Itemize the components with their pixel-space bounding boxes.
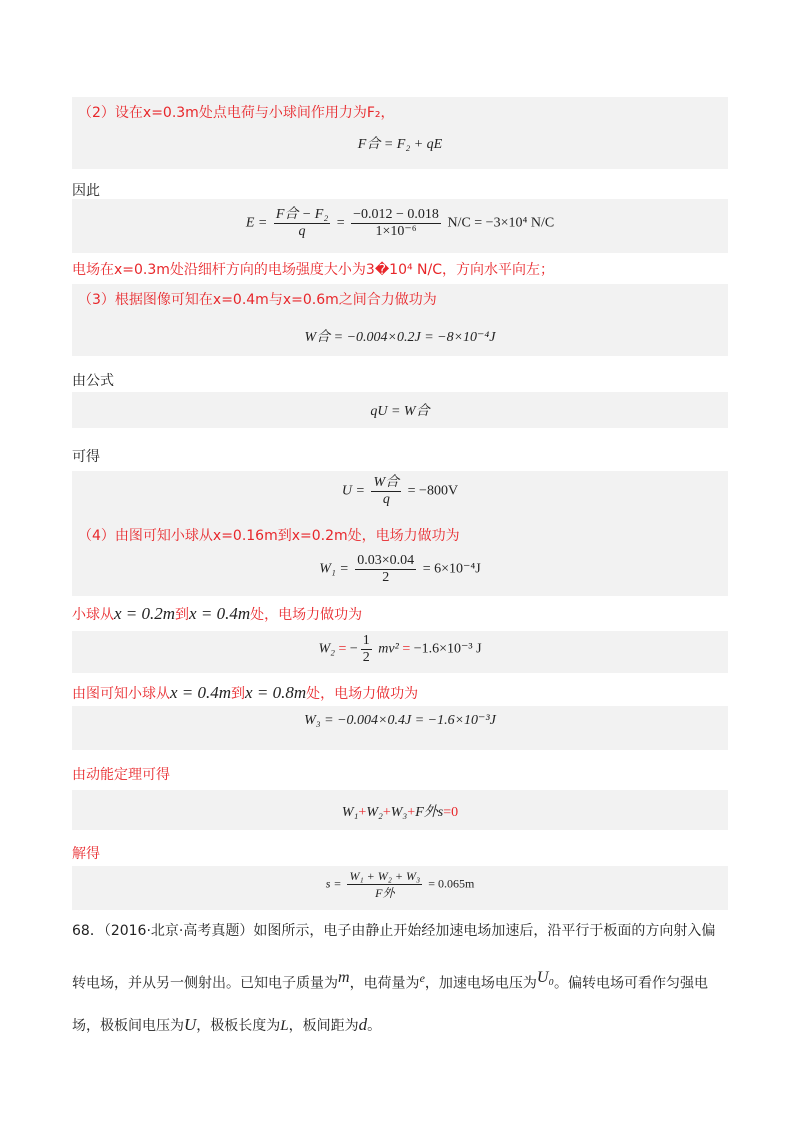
solution-box-part2 xyxy=(72,97,728,169)
part4-text: （4）由图可知小球从x=0.16m到x=0.2m处，电场力做功为 xyxy=(78,528,460,544)
solution-box-qu xyxy=(72,392,728,428)
equation-f-total: F合 = F₂ + qE xyxy=(357,137,443,152)
solution-box-e xyxy=(72,199,728,253)
equation-w3: W₃ = −0.004×0.4J = −1.6×10⁻³J xyxy=(304,713,496,728)
part2-text: （2）设在x=0.3m处点电荷与小球间作用力为F₂， xyxy=(78,105,395,121)
equation-w2: W₂ = − $\frac{1}{2}$ mv² = −1.6×10⁻³ J xyxy=(318,633,482,665)
conclusion-e: 电场在x=0.3m处沿细杆方向的电场强度大小为3�10⁴ N/C，方向水平向左； xyxy=(72,262,555,278)
solution-box-w3 xyxy=(72,706,728,750)
equation-qu: qU = W合 xyxy=(370,404,430,419)
solution-box-s xyxy=(72,866,728,910)
equation-s: s = $\frac{\text{W₁ + W₂ + W₃}}{\text{F外}}$ = 0.065m xyxy=(325,869,475,900)
fraction-den-2: 1×10⁻⁶ xyxy=(375,224,417,239)
fraction-den-1: q xyxy=(298,224,306,239)
energy-label: 由动能定理可得 xyxy=(72,767,170,783)
solution-box-energy xyxy=(72,790,728,830)
ball-line: 小球从x = 0.2m到x = 0.4m处，电场力做功为 xyxy=(72,604,363,623)
solution-box-w2 xyxy=(72,631,728,673)
equation-energy: W₁+W₂+W₃+F外s=0 xyxy=(341,805,459,820)
problem-68-line2: 转电场，并从另一侧射出。已知电子质量为$^m$，电荷量为$^e$，加速电场电压为$^{U_0}$。偏转电场可看作匀强电 xyxy=(72,969,709,992)
fraction-num-1: F合 − F₂ xyxy=(275,207,329,222)
solve-label: 解得 xyxy=(72,846,100,862)
equation-w1: W₁ = $\frac{0.03\times 0.04}{2}$ = 6×10⁻⁴J xyxy=(319,553,481,585)
therefore-label: 因此 xyxy=(72,183,100,199)
graph-line: 由图可知小球从x = 0.4m到x = 0.8m处，电场力做功为 xyxy=(72,683,419,702)
by-formula-label: 由公式 xyxy=(72,373,114,389)
obtain-label: 可得 xyxy=(72,449,100,465)
solution-box-part3 xyxy=(72,284,728,356)
solution-box-u-part4 xyxy=(72,471,728,596)
problem-68-line1: 68．（2016·北京·高考真题）如图所示，电子由静止开始经加速电场加速后，沿平行于板面的方向射入偏 xyxy=(72,923,716,939)
problem-68-line3: 场，极板间电压为U，极板长度为L，板间距为d。 xyxy=(72,1015,382,1034)
fraction-num-2: −0.012 − 0.018 xyxy=(353,207,439,222)
equation-e: E = $\frac{\text{F合 − F₂}}{q}$ = $\frac{-0.012 - 0.018}{\text{1×10⁻⁶}}$ N/C = −3×10⁴ N/C xyxy=(245,207,555,239)
equation-w-total: W合 = −0.004×0.2J = −8×10⁻⁴J xyxy=(304,330,496,345)
equation-u: U = $\frac{\text{W合}}{q}$ = −800V xyxy=(341,475,459,507)
part3-text: （3）根据图像可知在x=0.4m与x=0.6m之间合力做功为 xyxy=(78,292,437,308)
